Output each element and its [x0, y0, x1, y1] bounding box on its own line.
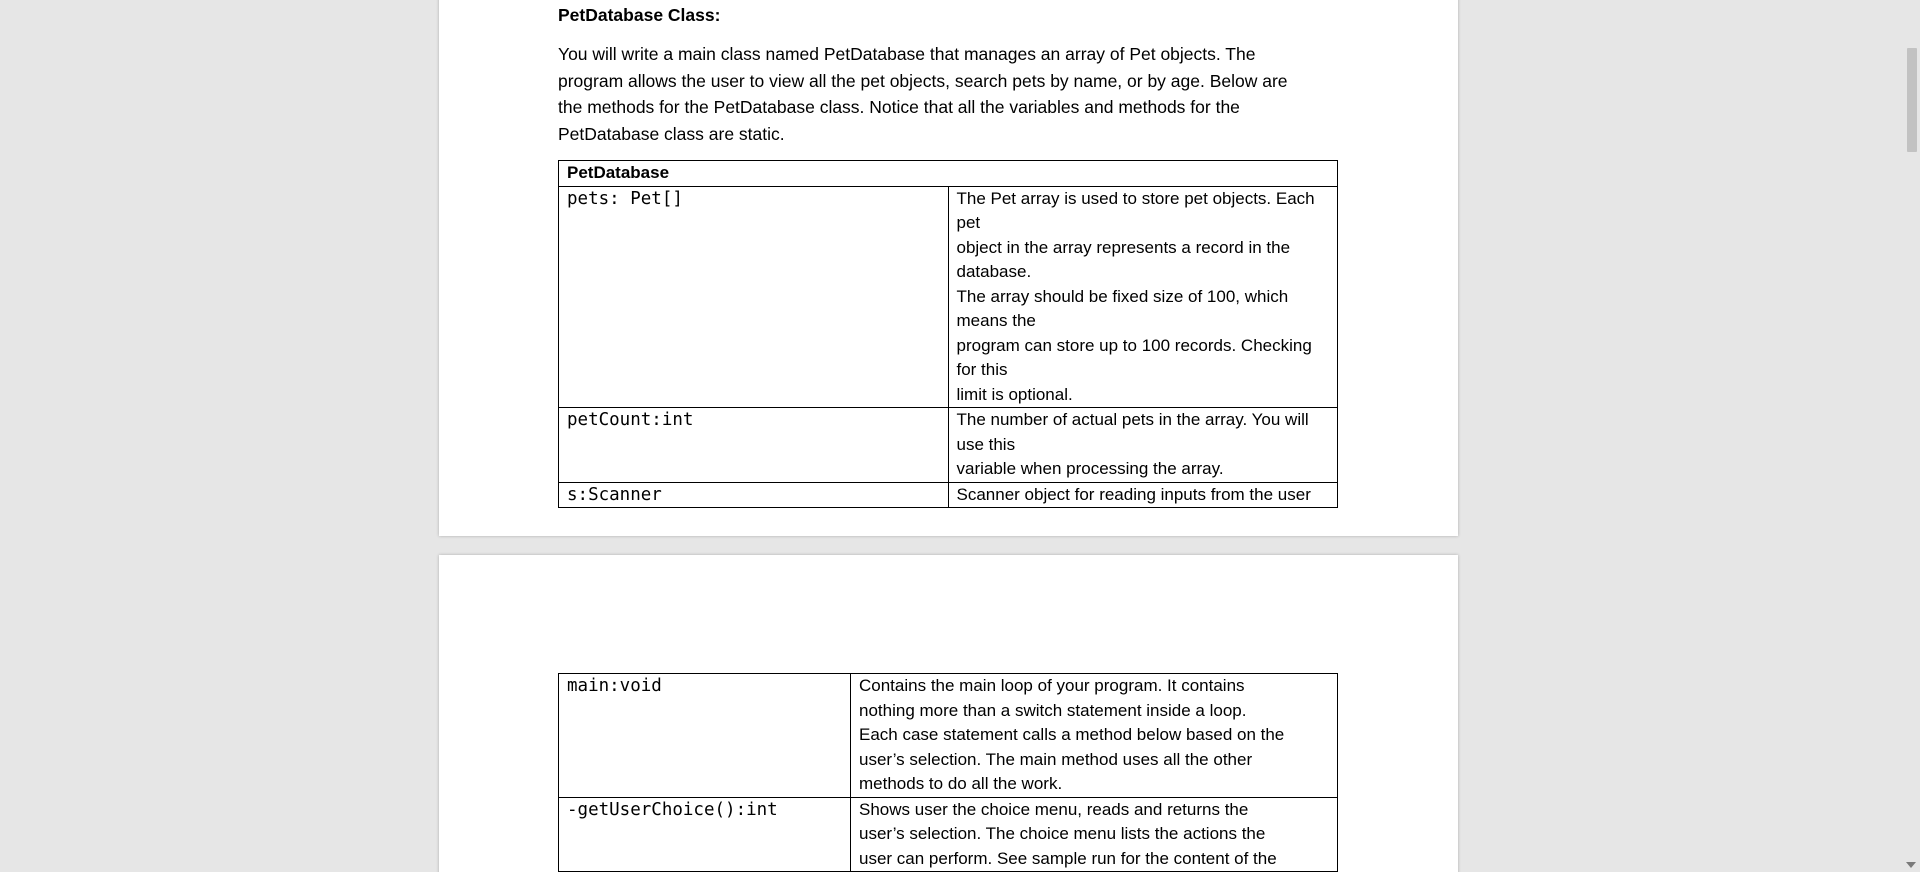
member-name: -getUserChoice():int	[559, 797, 851, 872]
vertical-scrollbar[interactable]	[1903, 0, 1920, 872]
description-line: limit is optional.	[956, 384, 1073, 404]
description-line: user’s selection. The main method uses all the other	[859, 749, 1253, 769]
scrollbar-thumb[interactable]	[1907, 48, 1917, 152]
description-line: nothing more than a switch statement inside a loop.	[859, 700, 1247, 720]
section-heading: PetDatabase Class:	[558, 5, 721, 25]
intro-line: You will write a main class named PetDatabase that manages an array of Pet objects. The	[558, 44, 1256, 64]
intro-line: the methods for the PetDatabase class. Notice that all the variables and methods for the	[558, 97, 1240, 117]
class-members-table	[558, 160, 1338, 508]
member-name: pets: Pet[]	[559, 186, 949, 408]
member-description	[948, 186, 1338, 408]
table-caption-row	[559, 161, 1338, 187]
intro-line: program allows the user to view all the pet objects, search pets by name, or by age. Below are	[558, 70, 1288, 91]
member-description	[948, 482, 1338, 508]
description-line: Each case statement calls a method below based on the	[859, 725, 1285, 744]
description-line: The number of actual pets in the array. You will use this	[956, 410, 1309, 454]
intro-line: PetDatabase class are static.	[558, 123, 785, 144]
description-line: The Pet array is used to store pet objects. Each pet	[956, 188, 1315, 232]
description-line: Shows user the choice menu, reads and returns the	[859, 799, 1249, 819]
intro-paragraph	[558, 41, 1338, 147]
description-line: Contains the main loop of your program. It contains	[859, 676, 1245, 695]
scroll-down-arrow-icon[interactable]	[1906, 862, 1916, 868]
description-line: object in the array represents a record in the database.	[956, 237, 1291, 281]
description-line: Scanner object for reading inputs from the user	[956, 484, 1311, 504]
member-name: main:void	[559, 674, 851, 798]
table-caption: PetDatabase	[559, 161, 1338, 187]
description-line: program can store up to 100 records. Checking for this	[956, 335, 1312, 379]
member-name: petCount:int	[559, 408, 949, 483]
table-row	[559, 482, 1338, 508]
member-description	[851, 674, 1338, 798]
description-line: The array should be fixed size of 100, which means the	[956, 286, 1289, 330]
member-description	[851, 797, 1338, 872]
description-line: methods to do all the work.	[859, 774, 1063, 793]
member-description	[948, 408, 1338, 483]
table-row	[559, 408, 1338, 483]
description-line: user’s selection. The choice menu lists the actions the	[859, 824, 1266, 843]
table-row	[559, 674, 1338, 798]
table-row	[559, 797, 1338, 872]
class-methods-table	[558, 673, 1338, 872]
member-name: s:Scanner	[559, 482, 949, 508]
description-line: user can perform. See sample run for the content of the	[859, 848, 1277, 868]
table-row	[559, 186, 1338, 408]
description-line: variable when processing the array.	[956, 459, 1224, 478]
